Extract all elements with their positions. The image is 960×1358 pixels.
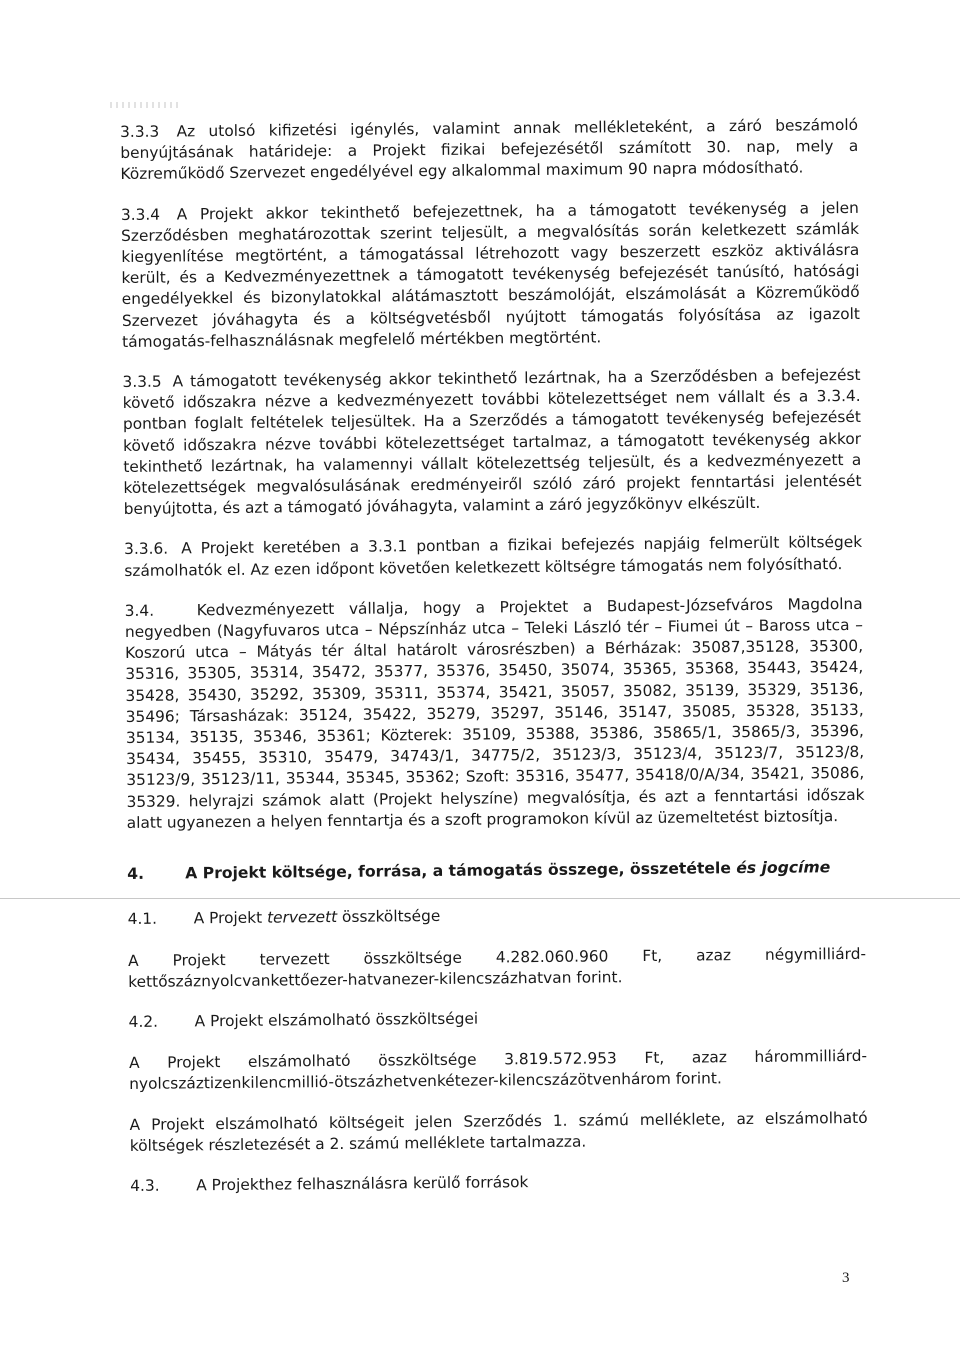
subsection-heading-4-3 — [130, 1169, 868, 1197]
paragraph-text: A támogatott tevékenység akkor tekinthető lezártnak, ha a Szerződésben a befejezést követő időszakra nézve a kedvezményezett további kötelezettséget nem vállalt és a 3.3.4. pontban foglalt feltételek teljesültek. Ha a Szerződés a támogatott tevékenység befejezését követő időszakra nézve további kötelezettséget tartalmaz, a támogatott tevékenység akkor tekinthető lezártnak, ha valamennyi vállalt kötelezettség teljesült, és a kedvezményezett a kötelezettségek megvalósulásának eredményeiről szóló záró projekt fenntartási jelentését benyújtotta, és azt a támogató jóváhagyta, valamint a záró jegyzőkönyv elkészült. — [122, 365, 862, 519]
subsection-number: 4.3. — [130, 1176, 160, 1195]
paragraph-3-3-4 — [121, 198, 860, 353]
paragraph-3-3-5 — [122, 365, 861, 520]
paragraph-text: A Projekt keretében a 3.3.1 pontban a fizikai befejezés napjáig felmerült költségek számolhatók el. Az ezen időpont követően keletkezett költségre támogatás nem folyósítható. — [124, 533, 863, 580]
subsection-number: 4.2. — [128, 1012, 159, 1031]
paragraph-4-2-body-1: A Projekt elszámolható összköltsége 3.819.572.953 Ft, azaz hárommilliárd-nyolcszáztizenkilencmillió-ötszázhetvenkétezer-kilencszázötvenhárom forint. — [128, 1046, 868, 1094]
paragraph-text: Az utolsó kifizetési igénylés, valamint annak mellékleteként, a záró beszámoló benyújtásának határideje: a Projekt fizikai befejezésétől számított 30. nap, mely a Közreműködő Szervezet engedélyével egy alkalommal maximum 90 napra módosítható. — [120, 115, 859, 184]
paragraph-3-4 — [125, 594, 865, 834]
page-number: 3 — [842, 1270, 850, 1286]
subsection-heading-4-1 — [128, 902, 866, 930]
paragraph-number: 3.3.5 — [122, 372, 162, 392]
section-title-italic: és jogcíme — [736, 858, 831, 878]
paragraph-number: 3.3.4 — [120, 205, 161, 224]
section-heading-4 — [127, 857, 865, 885]
scan-artifact — [110, 102, 180, 108]
subsection-number: 4.1. — [127, 909, 158, 929]
subsection-title-post: összköltsége — [337, 907, 441, 927]
paragraph-number: 3.4. — [124, 601, 155, 620]
document-body — [120, 115, 868, 1217]
subsection-heading-4-2 — [129, 1005, 867, 1033]
section-title — [185, 857, 830, 884]
subsection-title: A Projekt elszámolható összköltségei — [194, 1009, 479, 1031]
section-title-main: A Projekt költsége, forrása, a támogatás összege, összetétele — [185, 859, 737, 883]
section-number: 4. — [127, 864, 145, 884]
paragraph-text: A Projekt akkor tekinthető befejezettnek, ha a támogatott tevékenység a jelen Szerződésben meghatározottak szerint teljesült, a megvalósítás során keletkezett számlák kiegyenlítése megtörtént, a támogatással létrehozott vagy beszerzett eszköz aktiválásra került, és a Kedvezményezettnek a támogatott tevékenység befejezését tanúsító, hatósági engedélyekkel és bizonylatokkal alátámasztott beszámolóját, elszámolását a Közreműködő Szervezet jóváhagyta és a költségvetésből nyújtott támogatás folyósítása az igazolt támogatás-felhasználásnak megfelelő mértékben megtörtént. — [121, 198, 860, 351]
paragraph-text: Kedvezményezett vállalja, hogy a Projektet a Budapest-Józsefváros Magdolna negyedben (Nagyfuvaros utca – Népszínház utca – Teleki László tér – Fiumei út – Baross utca – Koszorú utca – Mátyás tér által határolt városrészben) a Bérházak: 35087,35128, 35300, 35316, 35305, 35314, 35472, 35377, 35376, 35450, 35074, 35365, 35368, 35443, 35424, 35428, 35430, 35292, 35309, 35311, 35374, 35421, 35057, 35082, 35139, 35329, 35136, 35496; Társasházak: 35124, 35422, 35279, 35297, 35146, 35147, 35085, 35328, 35133, 35134, 35135, 35346, 35361; Közterek: 35109, 35388, 35386, 35865/1, 35865/3, 35396, 35434, 35455, 35310, 35479, 34743/1, 34775/2, 35123/3, 35123/4, 35123/7, 35123/8, 35123/9, 35123/11, 35344, 35345, 35362; Szoft: 35316, 35477, 35418/0/A/34, 35421, 35086, 35329. helyrajzi számok alatt (Projekt helyszíne) megvalósítja, és azt a fenntartási időszak alatt ugyanezen a helyen fenntartja és a szoft programokon kívül az üzemeltetést biztosítja. — [124, 594, 865, 832]
paragraph-3-3-3 — [120, 115, 859, 186]
paragraph-3-3-6 — [124, 532, 862, 581]
paragraph-4-2-body-2: A Projekt elszámolható költségeit jelen Szerződés 1. számú melléklete, az elszámolható költségek részletezését a 2. számú melléklete tartalmazza. — [129, 1108, 868, 1155]
paragraph-number: 3.3.6. — [124, 540, 169, 559]
subsection-title-pre: A Projekt — [193, 908, 268, 928]
paragraph-4-1-body: A Projekt tervezett összköltsége 4.282.060.960 Ft, azaz négymilliárd-kettőszáznyolcvankettőezer-hatvanezer-kilencszázhatvan forint. — [127, 944, 867, 991]
subsection-title: A Projekthez felhasználásra kerülő források — [196, 1173, 529, 1195]
subsection-title — [194, 906, 441, 930]
subsection-title-italic: tervezett — [266, 908, 338, 927]
paragraph-number: 3.3.3 — [120, 122, 160, 141]
